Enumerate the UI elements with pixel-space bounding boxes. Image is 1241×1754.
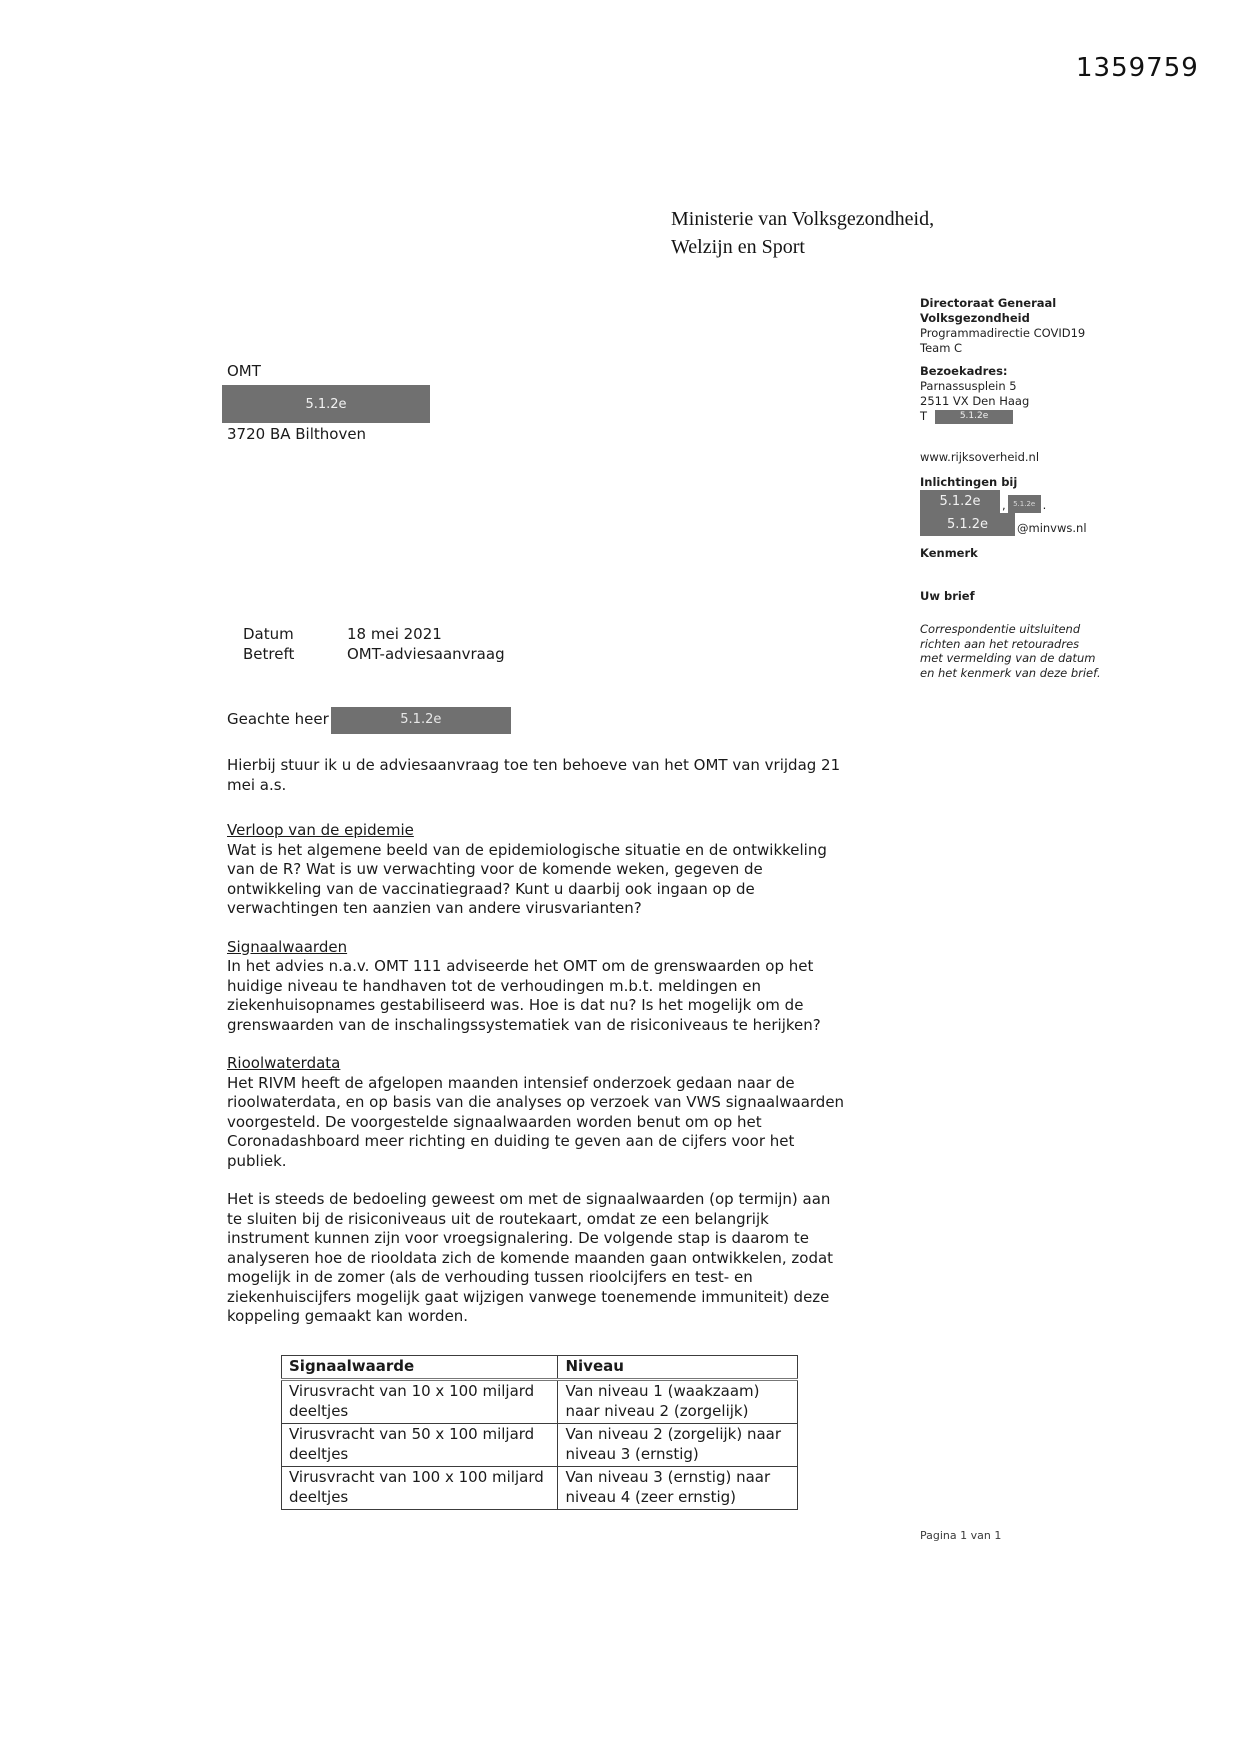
table-row (282, 1467, 798, 1510)
contact-email-line (920, 513, 1140, 536)
directorate-name-line2: Volksgezondheid (920, 311, 1030, 325)
signaalwaarde-table (281, 1355, 798, 1511)
visit-city: 2511 VX Den Haag (920, 394, 1030, 408)
phone-prefix: T (920, 409, 928, 423)
redaction-box-address: 5.1.2e (222, 385, 430, 423)
letterhead-sidebar (920, 296, 1140, 680)
datum-value: 18 mei 2021 (347, 625, 442, 643)
datum-row (243, 625, 505, 645)
redaction-box-contact-name: 5.1.2e (920, 490, 1000, 513)
ministry-line2: Welzijn en Sport (671, 236, 805, 258)
betreft-value: OMT-adviesaanvraag (347, 644, 505, 663)
recipient-org: OMT (227, 362, 261, 380)
team-name: Team C (920, 341, 963, 355)
section-heading-verloop: Verloop van de epidemie (227, 821, 414, 839)
table-cell: Van niveau 2 (zorgelijk) naar niveau 3 (ernstig) (558, 1424, 798, 1467)
salutation-line (227, 706, 849, 734)
ministry-header (671, 205, 934, 261)
redaction-box-salutation: 5.1.2e (331, 707, 511, 734)
visit-street: Parnassusplein 5 (920, 379, 1017, 393)
phone-line (920, 409, 1140, 424)
ministry-line1: Ministerie van Volksgezondheid, (671, 208, 935, 230)
contact-separator2: . (1042, 498, 1047, 512)
directorate-name-line1: Directoraat Generaal (920, 296, 1057, 310)
contact-label: Inlichtingen bij (920, 475, 1018, 489)
section-paragraph: Wat is het algemene beeld van de epidemiologische situatie en de ontwikkeling van de R? Wat is uw verwachting voor de komende weken, gegeven de ontwikkeling van de vaccinatiegraad? Kunt u daarbij ook ingaan op de verwachtingen ten aanzien van andere virusvarianten? (227, 840, 827, 917)
section-paragraph: In het advies n.a.v. OMT 111 adviseerde het OMT om de grenswaarden op het huidige niveau te handhaven tot de verhoudingen m.b.t. meldingen en ziekenhuisopnames gestabiliseerd was. Hoe is dat nu? Is het mogelijk om de grenswaarden van de inschalingssystematiek van de risiconiveaus te herijken? (227, 957, 821, 1034)
uw-brief-label: Uw brief (920, 589, 975, 603)
email-suffix: @minvws.nl (1017, 521, 1087, 535)
section-heading-signaalwaarden: Signaalwaarden (227, 937, 348, 956)
table-cell: Virusvracht van 100 x 100 miljard deeltjes (282, 1467, 558, 1510)
letter-meta-block (243, 625, 505, 664)
section-paragraph: Het is steeds de bedoeling geweest om met de signaalwaarden (op termijn) aan te sluiten bij de risiconiveaus uit de routekaart, omdat ze een belangrijk instrument kunnen zijn voor vroegsignalering. De volgende stap is daarom te analyseren hoe de riooldata zich de komende maanden gaan ontwikkelen, zodat mogelijk in de zomer (als de verhouding tussen rioolcijfers en test- en ziekenhuiscijfers mogelijk gaat wijzigen vanwege toenemende immuniteit) deze koppeling gemaakt kan worden. (227, 1190, 834, 1325)
contact-name-line (920, 490, 1140, 513)
kenmerk-label: Kenmerk (920, 546, 978, 560)
redaction-box-contact-small: 5.1.2e (1008, 495, 1041, 513)
document-number: 1359759 (1076, 53, 1199, 83)
recipient-address-block (227, 362, 430, 444)
table-cell: Virusvracht van 10 x 100 miljard deeltjes (282, 1380, 558, 1424)
betreft-label: Betreft (243, 644, 295, 663)
datum-label: Datum (243, 625, 294, 643)
redaction-box-phone: 5.1.2e (935, 410, 1013, 424)
redaction-box-email: 5.1.2e (920, 513, 1015, 536)
correspondence-note: Correspondentie uitsluitend richten aan het retouradres met vermelding van de datum en het kenmerk van deze brief. (920, 622, 1101, 680)
intro-paragraph: Hierbij stuur ik u de adviesaanvraag toe ten behoeve van het OMT van vrijdag 21 mei a.s. (227, 756, 841, 794)
website-url: www.rijksoverheid.nl (920, 450, 1040, 464)
letter-body (227, 706, 849, 1510)
table-header-niveau: Niveau (558, 1355, 798, 1380)
section-paragraph: Het RIVM heeft de afgelopen maanden intensief onderzoek gedaan naar de rioolwaterdata, en op basis van die analyses op verzoek van VWS signaalwaarden voorgesteld. De voorgestelde signaalwaarden worden benut om op het Coronadashboard meer richting en duiding te geven aan de cijfers voor het publiek. (227, 1073, 845, 1170)
salutation-text: Geachte heer (227, 710, 329, 729)
table-cell: Van niveau 1 (waakzaam) naar niveau 2 (zorgelijk) (558, 1380, 798, 1424)
table-row (282, 1424, 798, 1467)
section-heading-rioolwaterdata: Rioolwaterdata (227, 1054, 341, 1072)
table-row (282, 1380, 798, 1424)
page-number: Pagina 1 van 1 (920, 1529, 1002, 1542)
visit-address-label: Bezoekadres: (920, 364, 1008, 378)
table-cell: Virusvracht van 50 x 100 miljard deeltjes (282, 1424, 558, 1467)
recipient-city-line: 3720 BA Bilthoven (227, 425, 367, 443)
contact-separator1: , (1002, 498, 1006, 512)
programme-directorate: Programmadirectie COVID19 (920, 326, 1086, 340)
betreft-row (243, 645, 505, 665)
table-header-row (282, 1355, 798, 1380)
table-cell: Van niveau 3 (ernstig) naar niveau 4 (zeer ernstig) (558, 1467, 798, 1510)
table-header-signaalwaarde: Signaalwaarde (282, 1355, 558, 1380)
